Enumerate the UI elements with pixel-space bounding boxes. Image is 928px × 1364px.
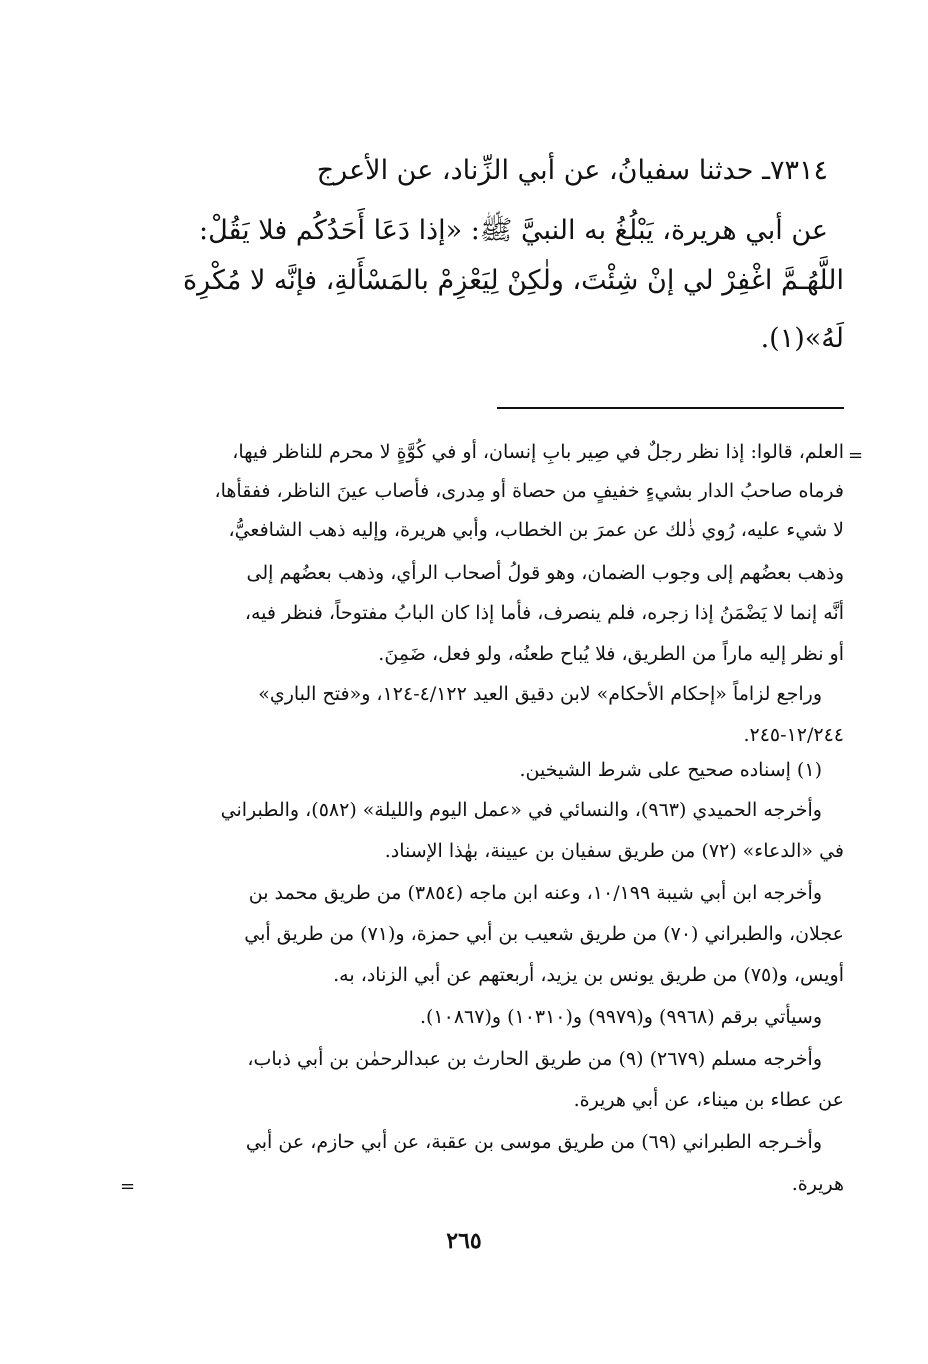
footnote-line: وأخـرجه الطبراني (٦٩) من طريق موسى بن عقبة، عن أبي حازم، عن أبي [245, 1131, 822, 1153]
footnote-line: وأخرجه ابن أبي شيبة ١٠/١٩٩، وعنه ابن ماجه (٣٨٥٤) من طريق محمد بن [248, 882, 822, 904]
footnote-line: وراجع لزاماً «إحكام الأحكام» لابن دقيق العيد ٤/١٢٢-١٢٤، و«فتح الباري» [258, 683, 822, 705]
continuation-marker-bottom: = [120, 1176, 136, 1197]
footnote-line: وأخرجه الحميدي (٩٦٣)، والنسائي في «عمل اليوم والليلة» (٥٨٢)، والطبراني [220, 799, 822, 821]
footnote-line: عن عطاء بن ميناء، عن أبي هريرة. [573, 1089, 844, 1111]
footnote-line: أويس، و(٧٥) من طريق يونس بن يزيد، أربعتهم عن أبي الزناد، به. [333, 964, 844, 986]
hadith-line-3: اللَّهُـمَّ اغْفِرْ لي إنْ شِئْتَ، ولٰكِنْ لِيَعْزِمْ بالمَسْأَلةِ، فإنَّه لا مُكْرِهَ [182, 265, 844, 296]
footnote-separator [497, 407, 844, 409]
footnote-line: وسيأتي برقم (٩٩٦٨) و(٩٩٧٩) و(١٠٣١٠) و(١٠٨٦٧). [419, 1006, 822, 1028]
footnote-line: أنَّه إنما لا يَضْمَنُ إذا زجره، فلم ينصرف، فأما إذا كان البابُ مفتوحاً، فنظر فيه، [244, 602, 844, 624]
footnote-line: (١) إسناده صحيح على شرط الشيخين. [519, 759, 822, 781]
continuation-marker-top: = [848, 445, 864, 466]
footnote-line: وذهب بعضُهم إلى وجوب الضمان، وهو قولُ أصحاب الرأي، وذهب بعضُهم إلى [246, 562, 844, 584]
footnote-line: ١٢/٢٤٤-٢٤٥. [743, 724, 844, 746]
footnote-line: فرماه صاحبُ الدار بشيءٍ خفيفٍ من حصاة أو مِدرى، فأصاب عينَ الناظر، ففقأها، [214, 480, 844, 502]
footnote-line: هريرة. [791, 1173, 844, 1195]
footnote-line: في «الدعاء» (٧٢) من طريق سفيان بن عيينة، بهٰذا الإسناد. [384, 840, 844, 862]
footnote-line: لا شيء عليه، رُوي ذٰلك عن عمرَ بن الخطاب، وأبي هريرة، وإليه ذهب الشافعيُّ، [228, 519, 844, 541]
footnote-line: أو نظر إليه ماراً من الطريق، فلا يُباح طعنُه، ولو فعل، ضَمِنَ. [378, 643, 844, 665]
footnote-line: وأخرجه مسلم (٢٦٧٩) (٩) من طريق الحارث بن عبدالرحمٰن بن أبي ذباب، [247, 1048, 822, 1070]
hadith-line-1: ٧٣١٤ـ حدثنا سفيانُ، عن أبي الزِّناد، عن الأعرج [316, 155, 828, 186]
footnote-line: العلم، قالوا: إذا نظر رجلٌ في صِير بابِ إنسان، أو في كُوَّةٍ لا محرم للناظر فيها، [232, 441, 844, 463]
hadith-line-4: لَهُ»(١). [760, 323, 844, 354]
page-number: ٢٦٥ [446, 1228, 482, 1254]
footnote-line: عجلان، والطبراني (٧٠) من طريق شعيب بن أبي حمزة، و(٧١) من طريق أبي [244, 923, 844, 945]
hadith-line-2: عن أبي هريرة، يَبْلُغُ به النبيَّ ﷺ: «إذا دَعَا أَحَدُكُم فلا يَقُلْ: [198, 215, 828, 246]
